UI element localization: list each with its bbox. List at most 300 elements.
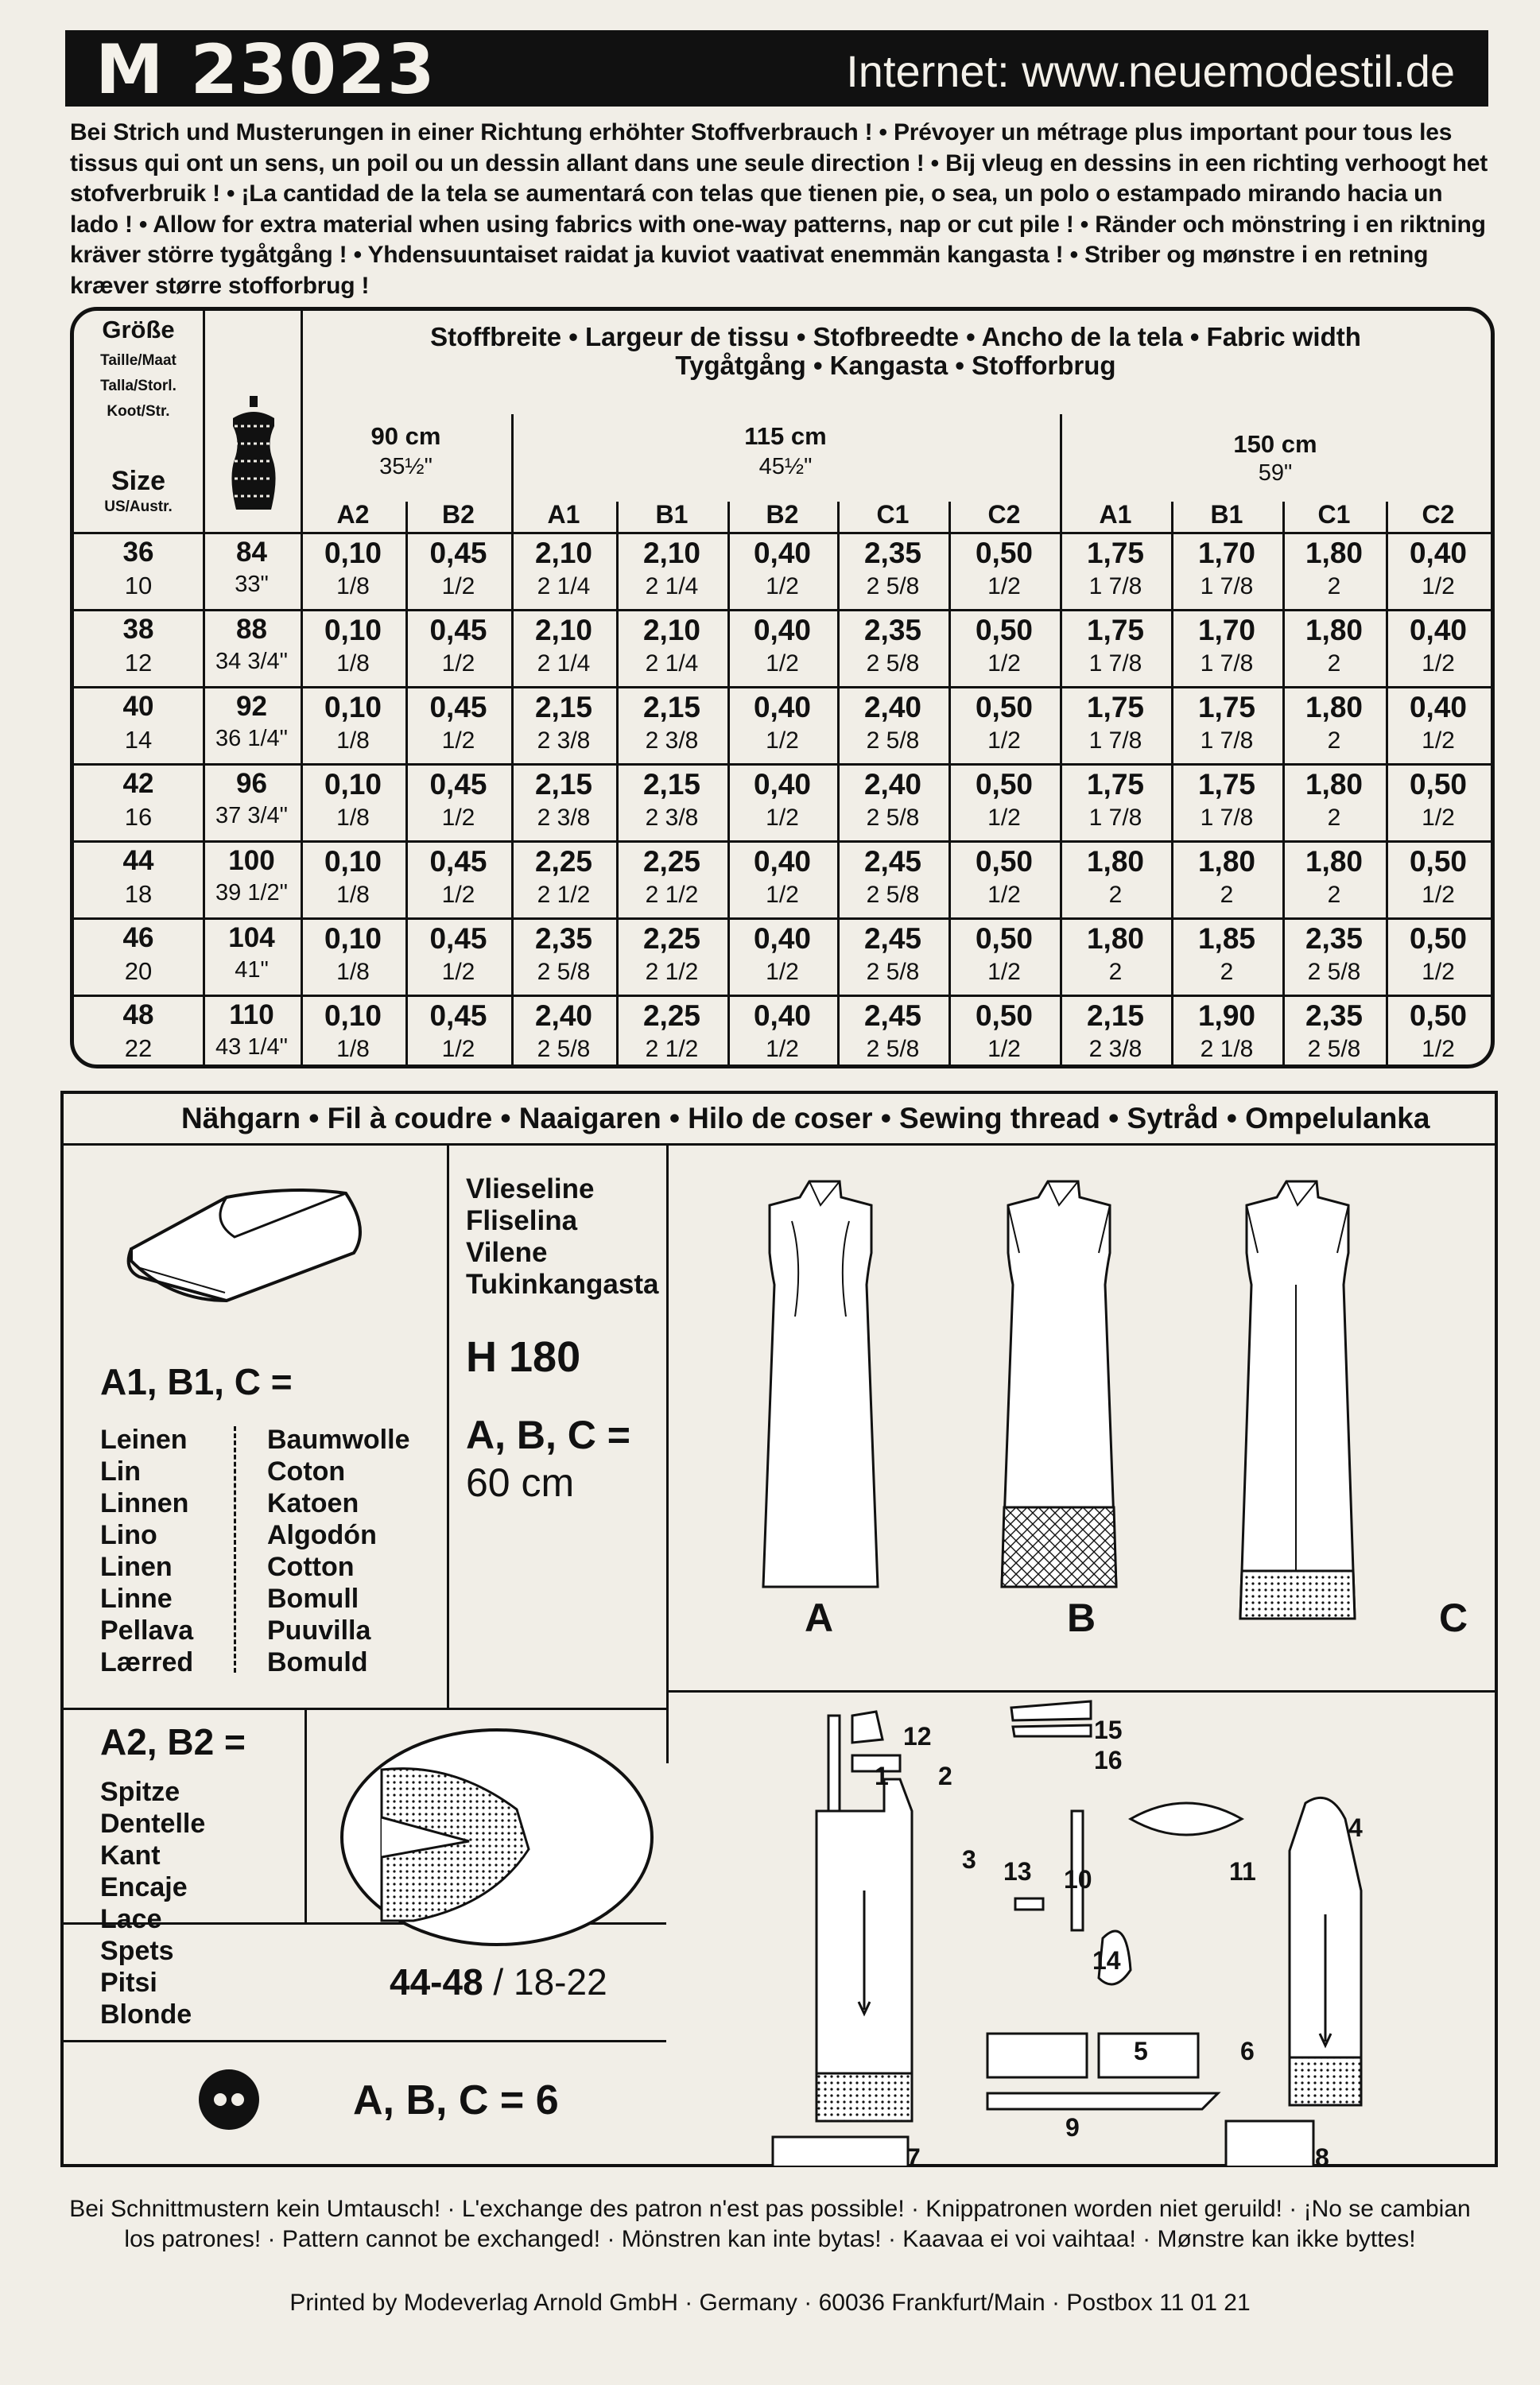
yard-cell: 1 7/8 (1088, 727, 1142, 754)
meter-cell: 1,80 (1305, 768, 1363, 801)
piece-number: 10 (1064, 1865, 1092, 1894)
meter-cell: 1,90 (1197, 999, 1255, 1032)
dart-sizes-eu: 44-48 (390, 1961, 483, 2003)
row-divider (74, 917, 1491, 920)
yard-cell: 2 5/8 (866, 727, 920, 754)
interfacing-amount: 60 cm (466, 1460, 575, 1505)
width-150-inch: 59" (1258, 460, 1293, 486)
fabric2-item: Spitze (100, 1777, 180, 1807)
yard-cell: 1/2 (441, 805, 475, 831)
fabric1-item: Algodón (267, 1520, 377, 1550)
meter-cell: 0,40 (753, 614, 811, 646)
meter-cell: 0,10 (324, 768, 382, 801)
col-head: C1 (1317, 500, 1351, 529)
row-size-us: 10 (124, 572, 153, 599)
piece-6 (1099, 2034, 1198, 2077)
view-b-sketch (1002, 1181, 1116, 1587)
row-divider (74, 840, 1491, 843)
meter-cell: 2,25 (534, 845, 592, 878)
folded-fabric-icon (107, 1173, 449, 1309)
fabric1-item: Bomull (267, 1584, 359, 1614)
meter-cell: 0,50 (975, 768, 1033, 801)
row-bust-cm: 96 (236, 768, 267, 799)
piece-1 (852, 1712, 882, 1743)
meter-cell: 2,35 (534, 922, 592, 955)
piece-3-lace (817, 2073, 912, 2121)
meter-cell: 1,70 (1197, 614, 1255, 646)
meter-cell: 0,40 (753, 845, 811, 878)
meter-cell: 1,85 (1197, 922, 1255, 955)
meter-cell: 0,50 (1409, 999, 1467, 1032)
piece-number: 16 (1094, 1746, 1123, 1774)
piece-number: 11 (1229, 1857, 1256, 1886)
size-label: Größe (102, 316, 175, 343)
meter-cell: 0,45 (429, 768, 487, 801)
yard-cell: 1/2 (441, 650, 475, 677)
piece-number: 5 (1134, 2037, 1148, 2065)
interfacing-code: H 180 (466, 1333, 581, 1381)
col-head: A1 (547, 500, 580, 529)
size-sub-3: Koot/Str. (107, 403, 170, 420)
yard-cell: 2 3/8 (537, 727, 591, 754)
fabric1-item: Pellava (100, 1615, 194, 1646)
yard-cell: 1/8 (336, 650, 370, 677)
meter-cell: 0,40 (1409, 614, 1467, 646)
row-size: 44 (122, 845, 154, 876)
row-bust-inch: 34 3/4" (215, 649, 288, 674)
row-bust-cm: 104 (228, 922, 275, 953)
view-a-sketch (763, 1181, 878, 1587)
width-90-inch: 35½" (379, 454, 433, 479)
yard-cell: 1/8 (336, 882, 370, 908)
yard-cell: 1/2 (441, 959, 475, 985)
piece-number: 6 (1240, 2037, 1255, 2065)
interfacing-name: Vilene (466, 1237, 548, 1268)
piece-16 (1013, 1725, 1091, 1736)
divider (305, 1708, 307, 1922)
meter-cell: 0,45 (429, 537, 487, 569)
yard-cell: 1/2 (1422, 650, 1455, 677)
row-size: 40 (122, 691, 154, 722)
row-size-us: 12 (124, 649, 153, 677)
fabric2-item: Dentelle (100, 1809, 206, 1839)
row-size: 42 (122, 768, 154, 799)
row-bust-inch: 43 1/4" (215, 1034, 288, 1060)
meter-cell: 2,40 (863, 768, 921, 801)
fabric2-item: Encaje (100, 1872, 188, 1902)
meter-cell: 0,40 (753, 691, 811, 723)
meter-cell: 0,40 (1409, 691, 1467, 723)
yard-cell: 1/2 (1422, 727, 1455, 754)
meter-cell: 0,50 (975, 537, 1033, 569)
fabric2-list (100, 1776, 205, 2030)
meter-cell: 2,45 (863, 999, 921, 1032)
fabric1-left-list (100, 1424, 193, 1678)
width-115-cm: 115 cm (744, 422, 827, 450)
width-90-cm: 90 cm (370, 422, 441, 450)
yard-cell: 2 5/8 (537, 1036, 591, 1062)
yard-cell: 2 (1327, 573, 1341, 599)
yard-cell: 1/2 (1422, 959, 1455, 985)
website: Internet: www.neuemodestil.de (846, 46, 1455, 96)
yard-cell: 1/2 (987, 882, 1021, 908)
yard-cell: 2 3/8 (645, 805, 699, 831)
meter-cell: 0,45 (429, 922, 487, 955)
buttons-label: A, B, C = 6 (353, 2077, 559, 2123)
fabric1-item: Coton (267, 1456, 346, 1487)
piece-number: 4 (1348, 1813, 1363, 1842)
row-bust-cm: 92 (236, 691, 267, 722)
fabric1-item: Lino (100, 1520, 157, 1550)
row-divider (74, 995, 1491, 997)
yard-cell: 2 5/8 (866, 805, 920, 831)
meter-cell: 1,70 (1197, 537, 1255, 569)
yard-cell: 2 (1327, 727, 1341, 754)
row-bust-inch: 36 1/4" (215, 726, 288, 751)
interfacing-name: Tukinkangasta (466, 1269, 659, 1300)
meter-cell: 2,25 (642, 922, 700, 955)
yard-cell: 2 1/2 (645, 1036, 699, 1062)
meter-cell: 2,15 (642, 768, 700, 801)
meter-cell: 0,10 (324, 922, 382, 955)
yard-cell: 1/2 (987, 805, 1021, 831)
row-divider (74, 763, 1491, 766)
meter-cell: 0,40 (753, 537, 811, 569)
yard-cell: 2 5/8 (866, 959, 920, 985)
meter-cell: 0,40 (753, 922, 811, 955)
fabric1-item: Cotton (267, 1552, 355, 1582)
meter-cell: 1,80 (1086, 922, 1144, 955)
fabric1-item: Linen (100, 1552, 173, 1582)
yard-cell: 1/2 (1422, 1036, 1455, 1062)
row-bust-cm: 88 (236, 614, 267, 645)
yard-cell: 1/8 (336, 573, 370, 599)
yard-cell: 2 (1327, 805, 1341, 831)
fabric-width-title: Stoffbreite • Largeur de tissu • Stofbreedte • Ancho de la tela • Fabric width (430, 322, 1361, 351)
row-size-us: 14 (124, 726, 153, 754)
dart-sizes-us: / 18-22 (483, 1961, 607, 2003)
col-head: C1 (876, 500, 910, 529)
yard-cell: 2 3/8 (537, 805, 591, 831)
meter-cell: 0,45 (429, 691, 487, 723)
piece-13 (1015, 1898, 1043, 1910)
meter-cell: 0,50 (975, 999, 1033, 1032)
meter-cell: 0,10 (324, 845, 382, 878)
fabric1-item: Puuvilla (267, 1615, 371, 1646)
meter-cell: 2,15 (534, 691, 592, 723)
yard-cell: 1/2 (766, 959, 799, 985)
meter-cell: 0,50 (975, 691, 1033, 723)
list-divider (234, 1426, 236, 1673)
piece-number: 8 (1315, 2143, 1329, 2172)
meter-cell: 1,80 (1197, 845, 1255, 878)
printed-by: Printed by Modeverlag Arnold GmbH · Germany · 60036 Frankfurt/Main · Postbox 11 01 21 (289, 2290, 1251, 2316)
row-bust-cm: 84 (236, 537, 267, 568)
row-size: 46 (122, 922, 154, 953)
meter-cell: 0,40 (753, 768, 811, 801)
col-head: A1 (1099, 500, 1132, 529)
yard-cell: 1/2 (987, 650, 1021, 677)
fabric1-item: Lærred (100, 1647, 194, 1677)
piece-number: 7 (906, 2143, 921, 2172)
meter-cell: 0,45 (429, 614, 487, 646)
yard-cell: 1 7/8 (1200, 727, 1254, 754)
yard-cell: 2 1/4 (537, 573, 591, 599)
piece-number: 13 (1003, 1857, 1032, 1886)
view-c-sketch (1240, 1181, 1355, 1619)
yard-cell: 1/2 (441, 882, 475, 908)
header-bar (65, 30, 1488, 110)
meter-cell: 0,10 (324, 691, 382, 723)
meter-cell: 0,45 (429, 845, 487, 878)
meter-cell: 2,15 (1086, 999, 1144, 1032)
dart-detail (334, 1722, 660, 1953)
row-size: 38 (122, 614, 154, 645)
row-bust-inch: 41" (235, 957, 269, 983)
meter-cell: 0,50 (1409, 768, 1467, 801)
size-sub-1: Taille/Maat (100, 352, 176, 369)
meter-cell: 2,10 (534, 614, 592, 646)
fabric2-item: Pitsi (100, 1968, 157, 1998)
meter-cell: 2,25 (642, 999, 700, 1032)
row-bust-cm: 100 (228, 845, 275, 876)
yard-cell: 2 1/4 (537, 650, 591, 677)
col-head: B2 (442, 500, 475, 529)
fabric2-item: Lace (100, 1904, 162, 1934)
yard-cell: 1 7/8 (1088, 573, 1142, 599)
width-115-inch: 45½" (758, 454, 813, 479)
yard-cell: 1/8 (336, 805, 370, 831)
intro-notice: Bei Strich und Musterungen in einer Richtung erhöhter Stoffverbrauch ! • Prévoyer un métrage plus important pour tous les tissus qui ont un sens, un poil ou un dessin allant dans une seule direction ! • Bij vleug en dessins in een richting verhoogt het stofverbruik ! • ¡La cantidad de la tela se aumentará con telas que tienen pie, o sea, un polo o estampado mirando hacia un lado ! • Allow for extra material when using fabrics with one-way patterns, nap or cut pile ! • Ränder och mönstring i en riktning kräver större tygåtgång ! • Yhdensuuntaiset raidat ja kuviot vaativat enemmän kangasta ! • Striber og mønstre i en retning kræver større stofforbrug ! (70, 119, 1488, 299)
yard-cell: 2 3/8 (645, 727, 699, 754)
divider (64, 2040, 666, 2042)
yard-cell: 2 3/8 (1088, 1036, 1142, 1062)
footer-line-1: Bei Schnittmustern kein Umtausch! · L'exchange des patron n'est pas possible! · Knippatronen worden niet geruild! · ¡No se cambian (69, 2196, 1471, 2222)
view-label: B (1067, 1596, 1096, 1640)
fabric2-item: Kant (100, 1840, 161, 1871)
meter-cell: 1,75 (1086, 614, 1144, 646)
yard-cell: 1/8 (336, 727, 370, 754)
button-icon (197, 2068, 261, 2131)
meter-cell: 0,10 (324, 614, 382, 646)
yard-cell: 1/2 (766, 573, 799, 599)
yard-cell: 1 7/8 (1200, 573, 1254, 599)
meter-cell: 1,80 (1305, 614, 1363, 646)
fabric1-item: Katoen (267, 1488, 359, 1518)
divider (64, 1143, 1495, 1146)
yard-cell: 2 1/2 (537, 882, 591, 908)
col-head: B2 (766, 500, 799, 529)
fabric1-item: Leinen (100, 1425, 188, 1455)
pattern-pieces-layout (669, 1692, 1493, 2166)
yard-cell: 2 5/8 (866, 882, 920, 908)
yard-cell: 2 (1220, 882, 1234, 908)
yard-cell: 2 (1327, 650, 1341, 677)
yard-cell: 1 7/8 (1088, 650, 1142, 677)
piece-number: 1 (875, 1762, 889, 1790)
meter-cell: 2,15 (534, 768, 592, 801)
pattern-number: M 23023 (95, 30, 436, 110)
yard-cell: 2 5/8 (1307, 959, 1361, 985)
yard-cell: 2 (1108, 882, 1123, 908)
meter-cell: 2,40 (534, 999, 592, 1032)
row-bust-inch: 33" (235, 572, 269, 597)
dart-sizes (390, 1960, 607, 2003)
piece-number: 14 (1092, 1946, 1121, 1975)
yard-cell: 2 1/8 (1200, 1036, 1254, 1062)
yard-cell: 2 (1220, 959, 1234, 985)
yard-cell: 1/2 (766, 1036, 799, 1062)
row-size-us: 22 (124, 1034, 153, 1062)
row-size-us: 18 (124, 880, 153, 908)
piece-number: 3 (962, 1845, 976, 1874)
meter-cell: 1,80 (1305, 691, 1363, 723)
yard-cell: 2 5/8 (1307, 1036, 1361, 1062)
row-size: 48 (122, 999, 154, 1030)
meter-cell: 0,50 (975, 922, 1033, 955)
meter-cell: 1,75 (1197, 691, 1255, 723)
fabric2-item: Spets (100, 1936, 174, 1966)
meter-cell: 2,10 (642, 614, 700, 646)
meter-cell: 0,50 (975, 614, 1033, 646)
meter-cell: 0,40 (1409, 537, 1467, 569)
piece-11 (1131, 1803, 1242, 1835)
row-bust-inch: 39 1/2" (215, 880, 288, 906)
yard-cell: 1/2 (987, 727, 1021, 754)
meter-cell: 2,15 (642, 691, 700, 723)
size-us-label: Size (111, 466, 166, 496)
yard-cell: 2 1/2 (645, 959, 699, 985)
interfacing-amount-label: A, B, C = (466, 1413, 630, 1457)
meter-cell: 0,10 (324, 999, 382, 1032)
size-us-sub: US/Austr. (104, 498, 173, 515)
meter-cell: 0,50 (1409, 845, 1467, 878)
yard-cell: 2 1/4 (645, 650, 699, 677)
yard-cell: 1 7/8 (1200, 805, 1254, 831)
meter-cell: 0,45 (429, 999, 487, 1032)
yard-cell: 2 (1108, 959, 1123, 985)
interfacing-names (466, 1173, 658, 1301)
meter-cell: 2,10 (534, 537, 592, 569)
meter-cell: 1,75 (1197, 768, 1255, 801)
meter-cell: 2,25 (642, 845, 700, 878)
yard-cell: 1 7/8 (1088, 805, 1142, 831)
row-bust-cm: 110 (229, 999, 274, 1030)
thread-heading: Nähgarn • Fil à coudre • Naaigaren • Hilo de coser • Sewing thread • Sytråd • Ompelulanka (181, 1102, 1430, 1134)
yard-cell: 2 1/2 (645, 882, 699, 908)
meter-cell: 1,75 (1086, 537, 1144, 569)
yard-cell: 1/2 (987, 573, 1021, 599)
dress-views (716, 1173, 1495, 1650)
meter-cell: 2,35 (1305, 999, 1363, 1032)
fabric-table (70, 307, 1495, 1068)
fabric1-item: Linnen (100, 1488, 189, 1518)
meter-cell: 2,45 (863, 845, 921, 878)
meter-cell: 2,35 (1305, 922, 1363, 955)
view-label: C (1439, 1596, 1468, 1640)
fabric-width-title-2: Tygåtgång • Kangasta • Stofforbrug (675, 351, 1116, 380)
row-size-us: 20 (124, 957, 153, 985)
piece-number: 12 (903, 1722, 932, 1751)
yard-cell: 1/2 (766, 882, 799, 908)
interfacing-name: Vlieseline (466, 1173, 595, 1204)
yard-cell: 1/2 (766, 805, 799, 831)
meter-cell: 1,80 (1305, 537, 1363, 569)
divider (666, 1143, 669, 1763)
meter-cell: 2,45 (863, 922, 921, 955)
row-divider (74, 609, 1491, 611)
width-150-cm: 150 cm (1233, 430, 1317, 458)
row-size: 36 (122, 537, 154, 568)
yard-cell: 1/2 (1422, 882, 1455, 908)
meter-cell: 1,80 (1086, 845, 1144, 878)
fabric1-item: Bomuld (267, 1647, 368, 1677)
yard-cell: 1/2 (441, 727, 475, 754)
fabric2-item: Blonde (100, 1999, 192, 2030)
yard-cell: 1/2 (441, 573, 475, 599)
yard-cell: 1/2 (1422, 805, 1455, 831)
size-sub-2: Talla/Storl. (100, 378, 176, 394)
row-divider (74, 686, 1491, 688)
piece-number: 9 (1065, 2113, 1080, 2142)
fabric1-label: A1, B1, C = (100, 1361, 293, 1402)
yard-cell: 1 7/8 (1200, 650, 1254, 677)
col-head: C2 (1422, 500, 1455, 529)
col-head: B1 (655, 500, 689, 529)
yard-cell: 1/2 (441, 1036, 475, 1062)
yard-cell: 2 5/8 (866, 1036, 920, 1062)
yard-cell: 1/2 (766, 650, 799, 677)
piece-4-lace (1290, 2057, 1361, 2105)
yard-cell: 1/2 (987, 1036, 1021, 1062)
col-head: B1 (1210, 500, 1243, 529)
meter-cell: 1,80 (1305, 845, 1363, 878)
row-bust-inch: 37 3/4" (215, 803, 288, 828)
meter-cell: 0,50 (1409, 922, 1467, 955)
fabric1-item: Linne (100, 1584, 173, 1614)
yard-cell: 1/8 (336, 959, 370, 985)
row-divider (74, 532, 1491, 534)
yard-cell: 2 5/8 (866, 650, 920, 677)
yard-cell: 2 1/4 (645, 573, 699, 599)
meter-cell: 2,10 (642, 537, 700, 569)
meter-cell: 2,35 (863, 614, 921, 646)
meter-cell: 0,40 (753, 999, 811, 1032)
piece-7 (773, 2137, 908, 2166)
meter-cell: 2,35 (863, 537, 921, 569)
meter-cell: 0,10 (324, 537, 382, 569)
piece-9 (987, 2093, 1218, 2109)
row-size-us: 16 (124, 803, 153, 831)
yard-cell: 1/2 (1422, 573, 1455, 599)
piece-number: 2 (938, 1762, 952, 1790)
piece-number: 15 (1094, 1716, 1123, 1744)
dress-form-icon (225, 394, 282, 514)
meter-cell: 1,75 (1086, 691, 1144, 723)
piece-15 (1011, 1701, 1091, 1720)
yard-cell: 2 (1327, 882, 1341, 908)
yard-cell: 1/2 (766, 727, 799, 754)
divider (64, 1708, 666, 1710)
yard-cell: 2 5/8 (866, 573, 920, 599)
fabric2-label: A2, B2 = (100, 1721, 246, 1763)
meter-cell: 1,75 (1086, 768, 1144, 801)
view-label: A (805, 1596, 834, 1640)
meter-cell: 2,40 (863, 691, 921, 723)
notions-box (60, 1091, 1498, 2172)
piece-8 (1226, 2121, 1313, 2166)
footer-line-2: los patrones! · Pattern cannot be exchanged! · Mönstren kan inte bytas! · Kaavaa ei voi vaihtaa! · Mønstre kan ikke byttes! (124, 2226, 1416, 2252)
